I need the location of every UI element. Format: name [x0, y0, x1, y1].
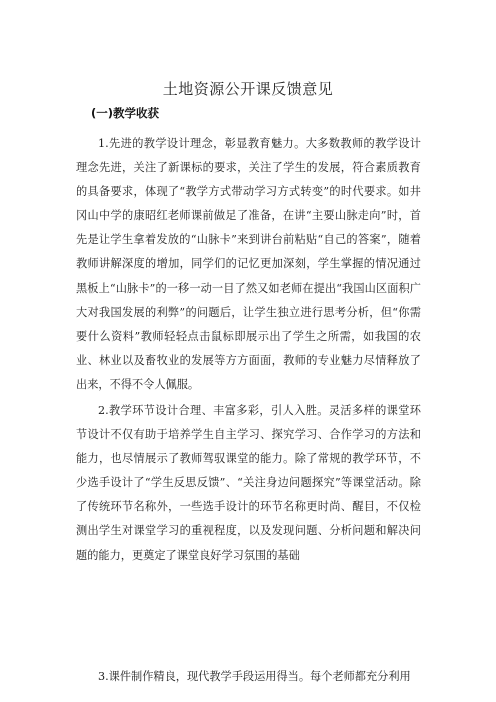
- section-heading: (一)教学收获: [91, 106, 160, 120]
- paragraph-courseware: 3.课件制作精良，现代教学手段运用得当。每个老师都充分利用: [98, 670, 411, 683]
- page-title: 土地资源公开课反馈意见: [162, 80, 334, 98]
- paragraph-teaching-steps: 2.教学环节设计合理、丰富多彩，引人入胜。灵活多样的课堂环节设计不仅有助于培养学生自主学习、探究学习、合作学习的方法和能力，也尽情展示了教师驾驭课堂的能力。除了常规的教学环节，不少选手设计了“学生反思反馈”、“关注身边问题探究”等课堂活动。除了传统环节名称外，一些选手设计的环节名称更时尚、醒目，不仅检测出学生对课堂学习的重视程度，以及发现问题、分析问题和解决问题的能力，更奠定了课堂良好学习氛围的基础: [76, 404, 421, 562]
- paragraph-teaching-design: 1.先进的教学设计理念，彰显教育魅力。大多数教师的教学设计理念先进，关注了新课标的要求，关注了学生的发展，符合素质教育的具备要求，体现了“教学方式带动学习方式转变”的时代要求。如井冈山中学的康昭红老师课前做足了准备，在讲“主要山脉走向”时，首先是让学生拿着发放的“山脉卡”来到讲台前粘贴“自己的答案”，随着教师讲解深度的增加，同学们的记忆更加深刻，学生掌握的情况通过黑板上“山脉卡”的一移一动一目了然又如老师在提出“我国山区面积广大对我国发展的利弊”的问题后，让学生独立进行思考分析，但“你需要什么资料”教师轻轻点击鼠标即展示出了学生之所需，如我国的农业、林业以及畜牧业的发展等方方面面，教师的专业魅力尽情释放了出来，不得不令人佩服。: [76, 137, 421, 391]
